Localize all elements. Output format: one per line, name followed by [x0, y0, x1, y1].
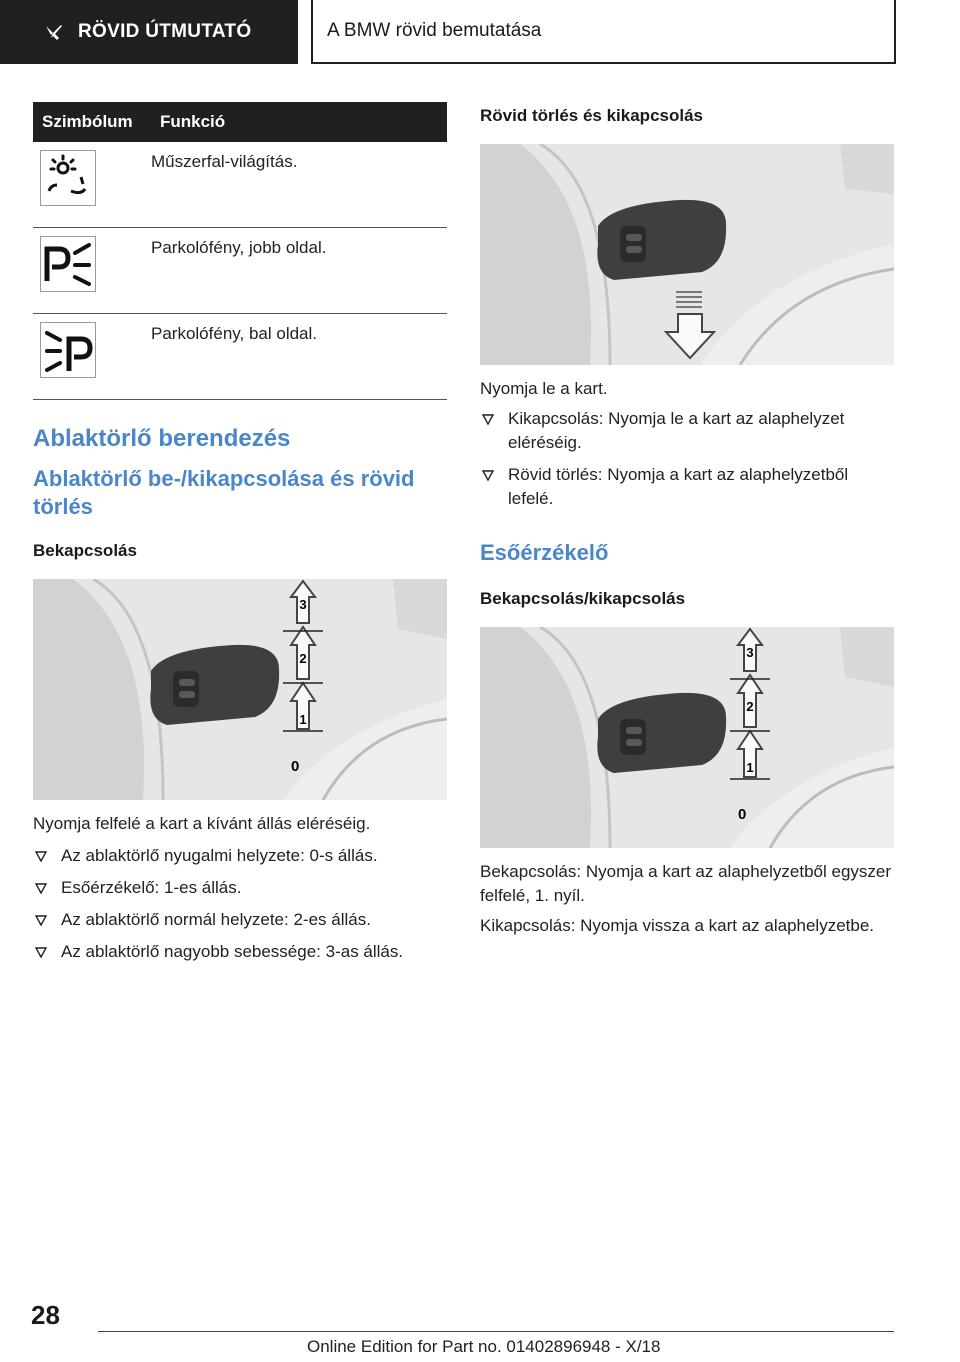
position-label-3: 3 — [746, 645, 754, 660]
table-cell-function: Parkolófény, jobb oldal. — [151, 228, 447, 314]
section-heading-rain-sensor: Esőérzékelő — [480, 540, 609, 565]
page-number: 28 — [31, 1300, 60, 1330]
parking-light-right-icon — [40, 236, 96, 292]
footer-edition: Online Edition for Part no. 01402896948 - X/18 — [307, 1337, 661, 1356]
list-item: Az ablaktörlő nyugalmi helyzete: 0-s állás. — [33, 844, 448, 868]
wiper-lever-on-illustration — [33, 579, 447, 800]
short-wipe-list — [480, 407, 895, 511]
paragraph-short-wipe: Nyomja le a kart. — [480, 379, 608, 398]
triangle-bullet-icon — [35, 883, 47, 894]
triangle-bullet-icon — [35, 947, 47, 958]
column-header-symbol: Szimbólum — [33, 102, 151, 142]
title-short-wipe: Rövid törlés és kikapcsolás — [480, 106, 703, 125]
column-header-function: Funkció — [151, 102, 447, 142]
position-label-1: 1 — [299, 712, 307, 727]
table-row — [33, 228, 447, 314]
position-label-0: 0 — [738, 806, 747, 823]
table-row — [33, 314, 447, 400]
quick-reference-icon — [44, 22, 64, 42]
parking-light-left-icon — [40, 322, 96, 378]
position-label-3: 3 — [299, 597, 307, 612]
list-item: Az ablaktörlő normál helyzete: 2-es állás. — [33, 908, 448, 932]
paragraph-rain-on: Bekapcsolás: Nyomja a kart az alaphelyzetből egyszer felfelé, 1. nyíl. — [480, 862, 892, 905]
title-switch-on: Bekapcsolás — [33, 541, 137, 560]
list-item: Rövid törlés: Nyomja a kart az alaphelyzetből lefelé. — [480, 463, 895, 511]
footer-divider — [98, 1331, 894, 1332]
section-tab — [0, 0, 298, 64]
symbol-table — [33, 102, 447, 400]
paragraph-switch-on: Nyomja felfelé a kart a kívánt állás eléréséig. — [33, 814, 371, 833]
wiper-lever-down-illustration — [480, 144, 894, 365]
triangle-bullet-icon — [482, 414, 494, 425]
position-label-0: 0 — [291, 758, 300, 775]
table-cell-function: Parkolófény, bal oldal. — [151, 314, 447, 400]
rain-sensor-lever-illustration — [480, 627, 894, 848]
section-title: RÖVID ÚTMUTATÓ — [78, 21, 252, 42]
left-column — [33, 102, 448, 964]
triangle-bullet-icon — [35, 915, 47, 926]
chapter-tab — [311, 0, 896, 64]
instrument-lighting-icon — [40, 150, 96, 206]
right-column — [480, 106, 895, 938]
position-label-1: 1 — [746, 760, 754, 775]
triangle-bullet-icon — [35, 851, 47, 862]
paragraph-rain-off: Kikapcsolás: Nyomja vissza a kart az alaphelyzetbe. — [480, 916, 875, 935]
list-item: Kikapcsolás: Nyomja le a kart az alaphelyzet eléréséig. — [480, 407, 895, 455]
chapter-title: A BMW rövid bemutatása — [327, 20, 542, 41]
position-label-2: 2 — [746, 699, 754, 714]
subheading-wiper-switch: Ablaktörlő be-/kikapcsolása és rövid törlés — [33, 466, 415, 519]
triangle-bullet-icon — [482, 470, 494, 481]
table-cell-function: Műszerfal-világítás. — [151, 142, 447, 228]
list-item: Esőérzékelő: 1-es állás. — [33, 876, 448, 900]
position-label-2: 2 — [299, 651, 307, 666]
table-row — [33, 142, 447, 228]
list-item: Az ablaktörlő nagyobb sebessége: 3-as állás. — [33, 940, 448, 964]
section-heading-wiper: Ablaktörlő berendezés — [33, 425, 291, 452]
switch-on-list — [33, 844, 448, 964]
title-rain-on-off: Bekapcsolás/kikapcsolás — [480, 589, 686, 608]
